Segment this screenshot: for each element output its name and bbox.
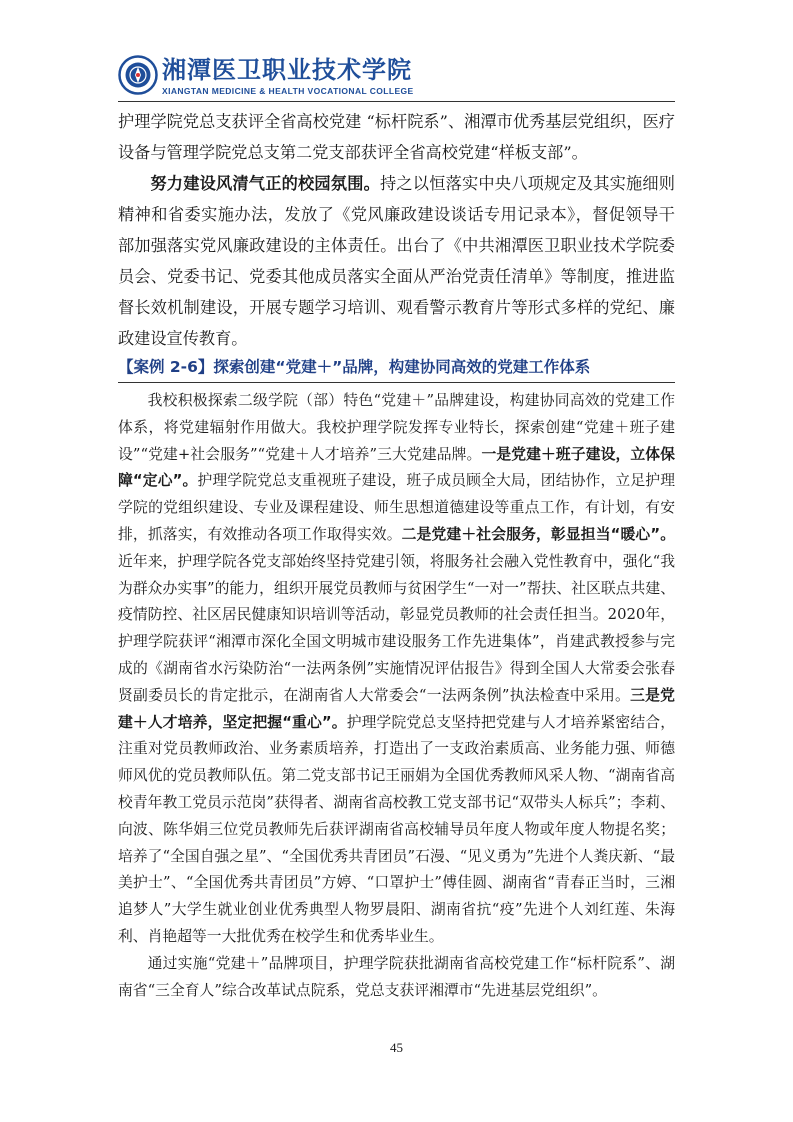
- case-point-3: 三是党建＋人才培养，坚定把握“重心”。: [118, 686, 675, 731]
- school-name-cn: 湘潭医卫职业技术学院: [162, 55, 412, 84]
- school-seal-icon: [118, 55, 158, 95]
- case-point-2-text: 近年来，护理学院各党支部始终坚持党建引领，将服务社会融入党性教育中，强化“我为群众办实事”的能力，组织开展党员教师与贫困学生“一对一”帮扶、社区联点共建、疫情防控、社区居民健康知识培训等活动，彰显党员教师的社会责任担当。2020年，护理学院获评“湘潭市深化全国文明城市建设服务工作先进集体”，肖建武教授参与完成的《湖南省水污染防治“一法两条例”实施情况评估报告》得到全国人大常委会张春贤副委员长的肯定批示，在湖南省人大常委会“一法两条例”执法检查中采用。: [118, 552, 675, 704]
- case-divider: [118, 382, 675, 383]
- case-intro: 我校积极探索二级学院（部）特色“党建＋”品牌建设，构建协同高效的党建工作体系，将党建辐射作用做大。我校护理学院发挥专业特长，探索创建“党建＋班子建设”“党建+社会服务”“党建＋人才培养”三大党建品牌。: [118, 392, 675, 463]
- case-point-1: 一是党建＋班子建设，立体保障“定心”。: [118, 445, 675, 490]
- case-body: [118, 388, 675, 1004]
- paragraph-2-text: 持之以恒落实中央八项规定及其实施细则精神和省委实施办法，发放了《党风廉政建设谈话专用记录本》，督促领导干部加强落实党风廉政建设的主体责任。出台了《中共湘潭医卫职业技术学院委员会、党委书记、党委其他成员落实全面从严治党责任清单》等制度，推进监督长效机制建设，开展专题学习培训、观看警示教育片等形式多样的党纪、廉政建设宣传教育。: [118, 174, 675, 348]
- case-paragraph-1: [118, 388, 675, 951]
- case-paragraph-2: 通过实施“党建＋”品牌项目，护理学院获批湖南省高校党建工作“标杆院系”、湖南省“三全育人”综合改革试点院系，党总支获评湘潭市“先进基层党组织”。: [118, 954, 675, 999]
- paragraph-1: 护理学院党总支获评全省高校党建 “标杆院系”、湘潭市优秀基层党组织，医疗设备与管理学院党总支第二党支部获评全省高校党建“样板支部”。: [118, 112, 675, 162]
- school-logo: [118, 55, 438, 100]
- case-point-3-text: 护理学院党总支坚持把党建与人才培养紧密结合，注重对党员教师政治、业务素质培养，打造出了一支政治素质高、业务能力强、师德师风优的党员教师队伍。第二党支部书记王丽娟为全国优秀教师风采人物、“湖南省高校青年教工党员示范岗”获得者、湖南省高校教工党支部书记“双带头人标兵”；李莉、向波、陈华娟三位党员教师先后获评湖南省高校辅导员年度人物或年度人物提名奖；培养了“全国自强之星”、“全国优秀共青团员”石漫、“见义勇为”先进个人粪庆新、“最美护士”、“全国优秀共青团员”方婷、“口罩护士”傅佳圆、湖南省“青春正当时，三湘追梦人”大学生就业创业优秀典型人物罗晨阳、湖南省抗“疫”先进个人刘红莲、朱海利、肖艳超等一大批优秀在校学生和优秀毕业生。: [118, 713, 675, 945]
- body-section: [118, 106, 675, 354]
- case-title: 【案例 2-6】探索创建“党建＋”品牌，构建协同高效的党建工作体系: [118, 358, 591, 376]
- case-point-2: 二是党建＋社会服务，彰显担当“暖心”。: [401, 525, 675, 543]
- page-number: 45: [390, 1040, 403, 1055]
- school-name-en: XIANGTAN MEDICINE & HEALTH VOCATIONAL COLLEGE: [162, 86, 414, 96]
- case-point-1-text: 护理学院党总支重视班子建设，班子成员顾全大局，团结协作，立足护理学院的党组织建设、专业及课程建设、师生思想道德建设等重点工作，有计划，有安排，抓落实，有效推动各项工作取得实效。: [118, 472, 675, 543]
- paragraph-2-heading: 努力建设风清气正的校园氛围。: [150, 174, 380, 193]
- header-divider: [118, 101, 675, 102]
- paragraph-2: [118, 168, 675, 354]
